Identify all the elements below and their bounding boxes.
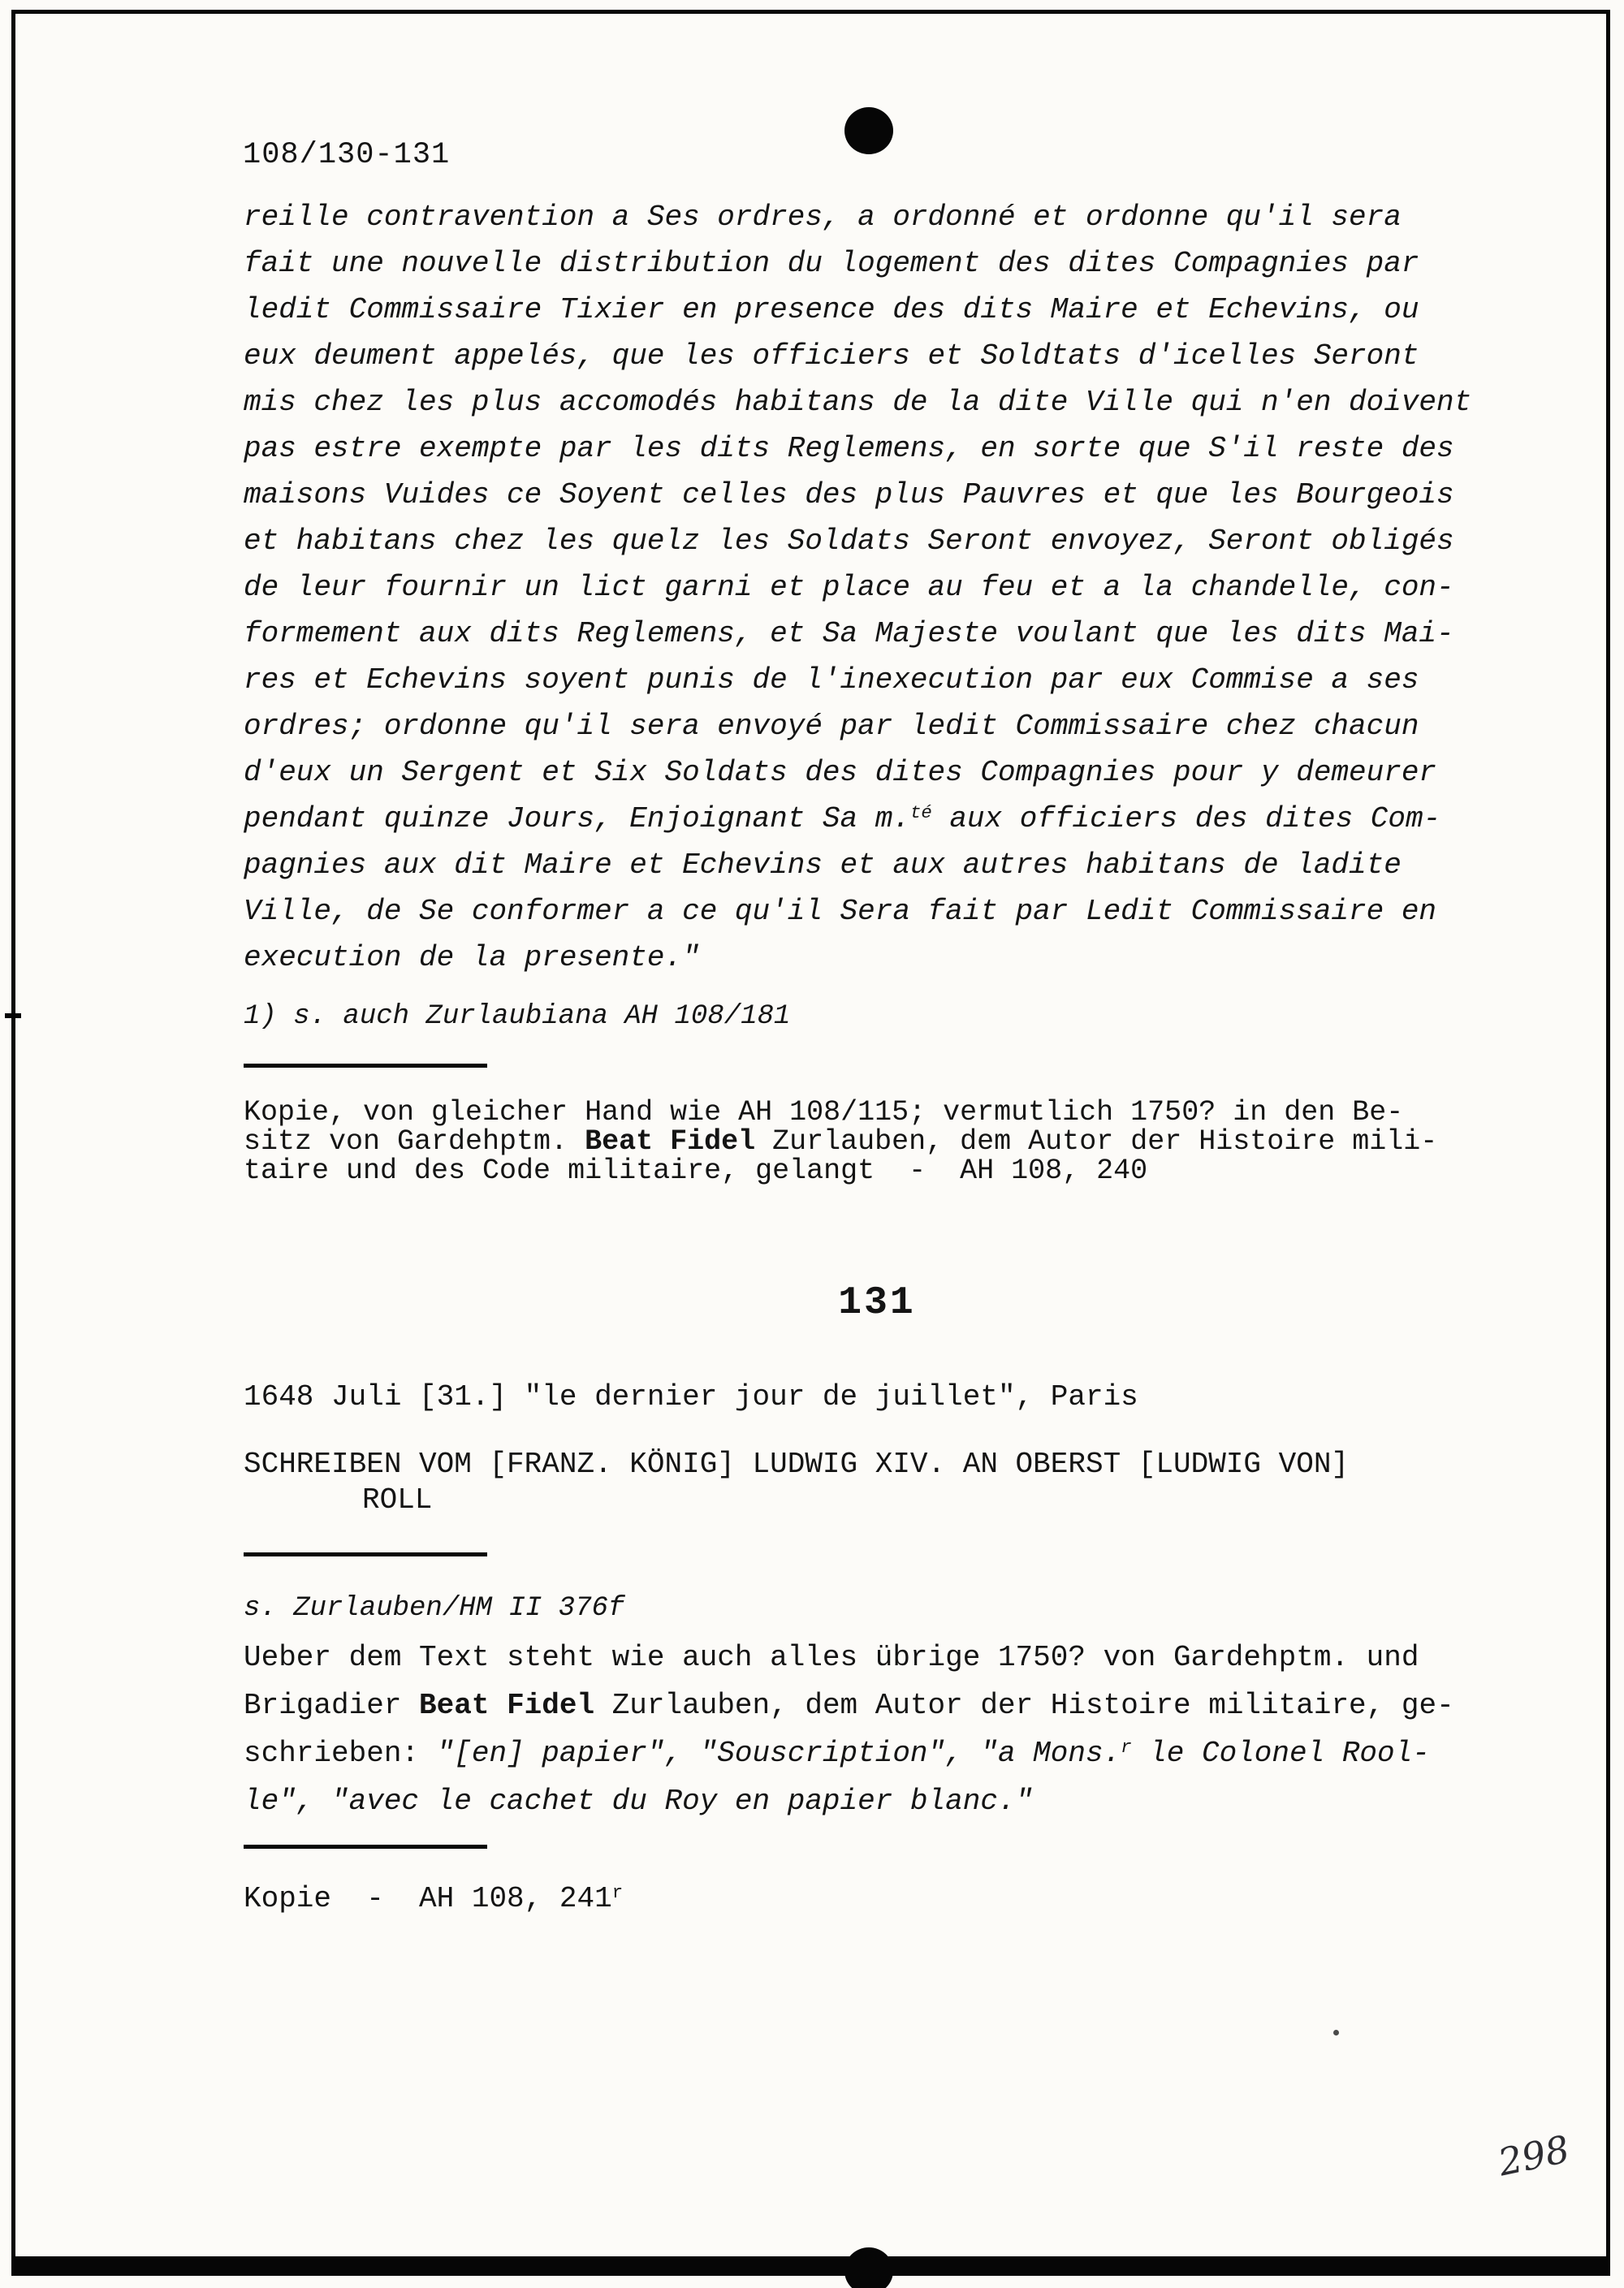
punch-hole-top-icon: [844, 107, 893, 154]
entry-title: [244, 1447, 1349, 1518]
transcription-line-superscript: pendant quinze Jours, Enjoignant Sa m.$^{té}$ aux officiers des dites Com-: [244, 801, 1441, 835]
archival-note-line: taire und des Code militaire, gelangt - AH 108, 240: [244, 1155, 1148, 1187]
entry-title-line-1: SCHREIBEN VOM [FRANZ. KÖNIG] LUDWIG XIV. AN OBERST [LUDWIG VON]: [244, 1448, 1350, 1481]
entry-number-heading: 131: [838, 1281, 916, 1325]
entry-note-line: le", "avec le cachet du Roy en papier blanc.": [244, 1785, 1034, 1818]
entry-title-line-2: ROLL: [362, 1483, 433, 1517]
entry-note-line: Brigadier Beat Fidel Zurlauben, dem Autor der Histoire militaire, ge-: [244, 1689, 1454, 1722]
entry-note-line: schrieben: "[en] papier", "Souscription", "a Mons.$^r$ le Colonel Rool-: [244, 1736, 1430, 1770]
literature-reference: s. Zurlauben/HM II 376f: [244, 1593, 625, 1624]
entry-note-line: Ueber dem Text steht wie auch alles übrige 1750? von Gardehptm. und: [244, 1641, 1419, 1674]
punch-hole-bottom-icon: [844, 2247, 893, 2288]
handwritten-page-number: 298: [1494, 2126, 1574, 2185]
divider-rule-3: [244, 1845, 487, 1849]
scan-edge-bar: [15, 2256, 1606, 2276]
transcription-lines-2: pagnies aux dit Maire et Echevins et aux autres habitans de ladite Ville, de Se conformer a ce qu'il Sera fait par Ledit Commissaire en execution de la presente.": [244, 848, 1437, 974]
divider-rule-1: [244, 1064, 487, 1068]
footnote: 1) s. auch Zurlaubiana AH 108/181: [244, 1001, 791, 1032]
entry-annotation-note: [244, 1634, 1454, 1825]
archival-note-entry-130: [244, 1098, 1437, 1185]
stray-dot: [1333, 2030, 1339, 2035]
document-transcription: [244, 194, 1471, 981]
archival-note-line: sitz von Gardehptm. Beat Fidel Zurlauben, dem Autor der Histoire mili-: [244, 1125, 1438, 1158]
archival-note-entry-131: Kopie - AH 108, 241$^r$: [244, 1881, 624, 1915]
transcription-lines-1: reille contravention a Ses ordres, a ordonné et ordonne qu'il sera fait une nouvelle distribution du logement des dites Compagnies par ledit Commissaire Tixier en presence des dits Maire et Echevins, ou eux deument appelés, que les officiers et Soldtats d'icelles Seront mis chez les plus accomodés habitans de la dite Ville qui n'en doivent pas estre exempte par les dits Reglemens, en sorte que S'il reste des maisons Vuides ce Soyent celles des plus Pauvres et que les Bourgeois et habitans chez les quelz les Soldats Seront envoyez, Seront obligés de leur fournir un lict garni et place au feu et a la chandelle, con- formement aux dits Reglemens, et Sa Majeste voulant que les dits Mai- res et Echevins soyent punis de l'inexecution par eux Commise a ses ordres; ordonne qu'il sera envoyé par ledit Commissaire chez chacun d'eux un Sergent et Six Soldats des dites Compagnies pour y demeurer: [244, 201, 1472, 789]
page-reference-number: 108/130-131: [243, 138, 451, 172]
entry-date-line: 1648 Juli [31.] "le dernier jour de juillet", Paris: [244, 1380, 1138, 1414]
margin-mark: [5, 1013, 21, 1018]
archival-note-line: Kopie, von gleicher Hand wie AH 108/115; vermutlich 1750? in den Be-: [244, 1096, 1404, 1129]
divider-rule-2: [244, 1552, 487, 1556]
